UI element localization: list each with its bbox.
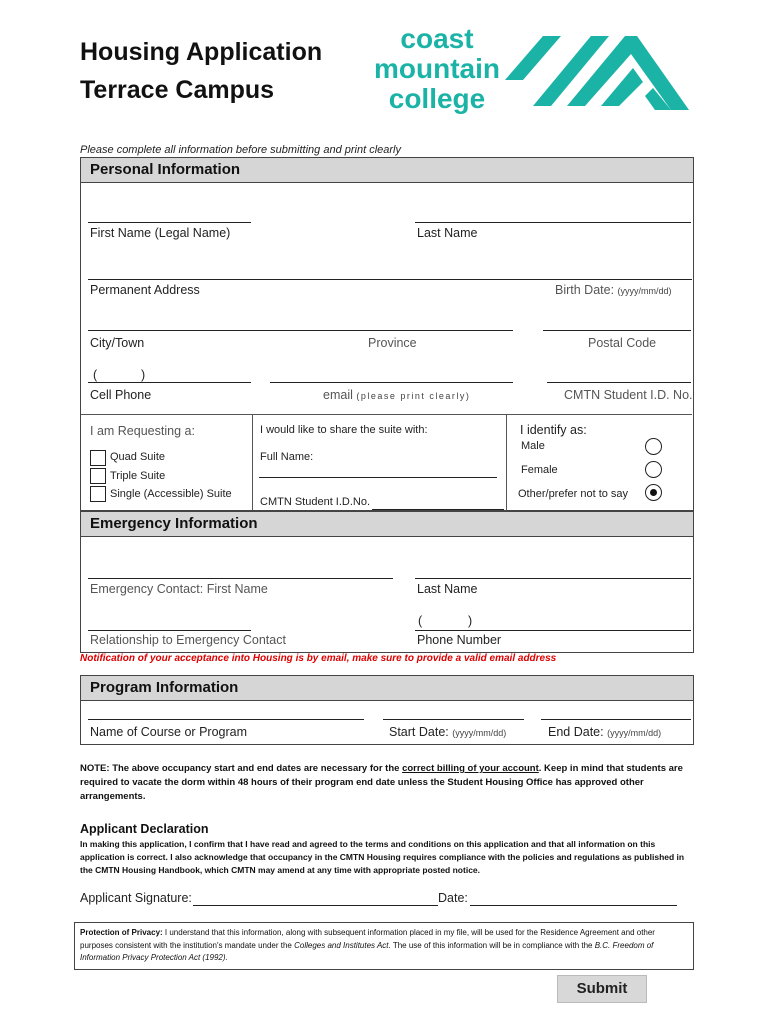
cell-phone-line[interactable] — [88, 382, 251, 383]
address-line[interactable] — [88, 279, 692, 280]
quad-suite-label: Quad Suite — [110, 451, 166, 463]
personal-info-heading: Personal Information — [81, 158, 693, 183]
email-label: email (please print clearly) — [323, 388, 471, 402]
end-date-format: (yyyy/mm/dd) — [607, 728, 662, 738]
gender-female-radio[interactable] — [645, 461, 662, 478]
last-name-label: Last Name — [417, 226, 478, 240]
quad-suite-checkbox[interactable] — [90, 450, 106, 466]
start-date-line[interactable] — [383, 719, 524, 720]
share-student-id-label: CMTN Student I.D.No. — [260, 496, 371, 508]
gender-female-label: Female — [521, 464, 558, 476]
mountain-logo-icon — [505, 30, 695, 114]
share-suite-label: I would like to share the suite with: — [260, 424, 428, 436]
cell-phone-label: Cell Phone — [90, 388, 152, 402]
column-divider-2 — [506, 414, 507, 510]
email-line[interactable] — [270, 382, 513, 383]
cell-phone-paren-close: ) — [141, 368, 146, 382]
billing-note: NOTE: The above occupancy start and end dates are necessary for the correct billing of your account. Keep in mind that students are required to vacate the dorm within 48 hours of their program end date unless the Student Housing Office has approved other arrangements. — [80, 763, 683, 802]
share-student-id-line[interactable] — [372, 509, 504, 510]
logo-line-2: mountain — [374, 53, 500, 84]
requesting-label: I am Requesting a: — [90, 424, 195, 438]
student-id-line[interactable] — [547, 382, 691, 383]
city-label: City/Town — [90, 336, 145, 350]
emergency-phone-label: Phone Number — [417, 633, 502, 647]
last-name-line[interactable] — [415, 222, 691, 223]
privacy-label: Protection of Privacy: — [80, 928, 163, 937]
gender-male-radio[interactable] — [645, 438, 662, 455]
relationship-line[interactable] — [88, 630, 251, 631]
relationship-label: Relationship to Emergency Contact — [90, 633, 286, 647]
personal-info-section — [80, 157, 694, 511]
foi-act: B.C. Freedom of Information Privacy Protection Act (1992) — [80, 940, 654, 962]
program-info-heading: Program Information — [81, 676, 693, 701]
emergency-last-name-label: Last Name — [417, 582, 478, 596]
emergency-last-name-line[interactable] — [415, 578, 691, 579]
page-title — [80, 33, 322, 109]
province-label: Province — [368, 336, 417, 350]
privacy-notice: Protection of Privacy: I understand that this information, along with subsequent information placed in my file, will be used for the Residence Agreement and other purposes consistent with the institution's mandate under the Colleges and Institutes Act. The use of this information will be in compliance with the B.C. Freedom of Information Privacy Protection Act (1992). — [74, 922, 694, 970]
address-label: Permanent Address — [90, 283, 200, 297]
logo-line-1: coast — [400, 23, 474, 54]
emergency-first-name-line[interactable] — [88, 578, 393, 579]
course-label: Name of Course or Program — [90, 725, 248, 739]
single-suite-label: Single (Accessible) Suite — [110, 488, 232, 500]
personal-divider — [81, 414, 692, 415]
identify-label: I identify as: — [520, 423, 587, 437]
billing-note-underlined: correct billing of your account — [402, 763, 539, 774]
colleges-act: Colleges and Institutes Act — [294, 940, 389, 950]
course-line[interactable] — [88, 719, 364, 720]
triple-suite-label: Triple Suite — [110, 470, 166, 482]
submit-button[interactable]: Submit — [557, 975, 647, 1003]
birth-date-label: Birth Date: (yyyy/mm/dd) — [555, 283, 672, 297]
email-notice: Notification of your acceptance into Housing is by email, make sure to provide a valid email address — [80, 653, 557, 664]
student-id-label: CMTN Student I.D. No. — [564, 388, 693, 402]
gender-other-radio[interactable] — [645, 484, 662, 501]
signature-date-line[interactable] — [470, 905, 677, 906]
share-full-name-line[interactable] — [259, 477, 497, 478]
intro-text: Please complete all information before submitting and print clearly — [80, 144, 401, 156]
column-divider-1 — [252, 414, 253, 510]
city-line[interactable] — [88, 330, 513, 331]
end-date-label: End Date: (yyyy/mm/dd) — [548, 725, 662, 739]
title-line-1: Housing Application — [80, 38, 323, 66]
cell-phone-paren-open: ( — [93, 368, 98, 382]
signature-line[interactable] — [193, 905, 438, 906]
college-logo-text — [372, 24, 502, 114]
signature-date-label: Date: — [438, 891, 468, 905]
gender-other-label: Other/prefer not to say — [518, 488, 629, 500]
emergency-phone-paren-close: ) — [468, 614, 473, 628]
emergency-phone-paren-open: ( — [418, 614, 423, 628]
emergency-phone-line[interactable] — [415, 630, 691, 631]
share-full-name-label: Full Name: — [260, 451, 314, 463]
postal-code-label: Postal Code — [588, 336, 657, 350]
email-hint: (please print clearly) — [356, 391, 471, 401]
declaration-heading: Applicant Declaration — [80, 822, 209, 836]
first-name-label: First Name (Legal Name) — [90, 226, 231, 240]
title-line-2: Terrace Campus — [80, 76, 275, 104]
start-date-format: (yyyy/mm/dd) — [452, 728, 507, 738]
triple-suite-checkbox[interactable] — [90, 468, 106, 484]
postal-code-line[interactable] — [543, 330, 691, 331]
logo-line-3: college — [388, 83, 486, 114]
birth-date-format: (yyyy/mm/dd) — [617, 286, 672, 296]
single-suite-checkbox[interactable] — [90, 486, 106, 502]
emergency-info-heading: Emergency Information — [81, 512, 693, 537]
declaration-text: In making this application, I confirm that I have read and agreed to the terms and conditions on this application and that all information on this application is correct. I also acknowledge that occupancy in the CMTN Housing requires compliance with the policies and regulations as published in the CMTN Housing Handbook, which CMTN may amend at any time with appropriate posted notice. — [80, 839, 685, 875]
emergency-first-name-label: Emergency Contact: First Name — [90, 582, 268, 596]
end-date-line[interactable] — [541, 719, 691, 720]
signature-label: Applicant Signature: — [80, 891, 192, 905]
first-name-line[interactable] — [88, 222, 251, 223]
start-date-label: Start Date: (yyyy/mm/dd) — [389, 725, 507, 739]
gender-male-label: Male — [521, 440, 545, 452]
